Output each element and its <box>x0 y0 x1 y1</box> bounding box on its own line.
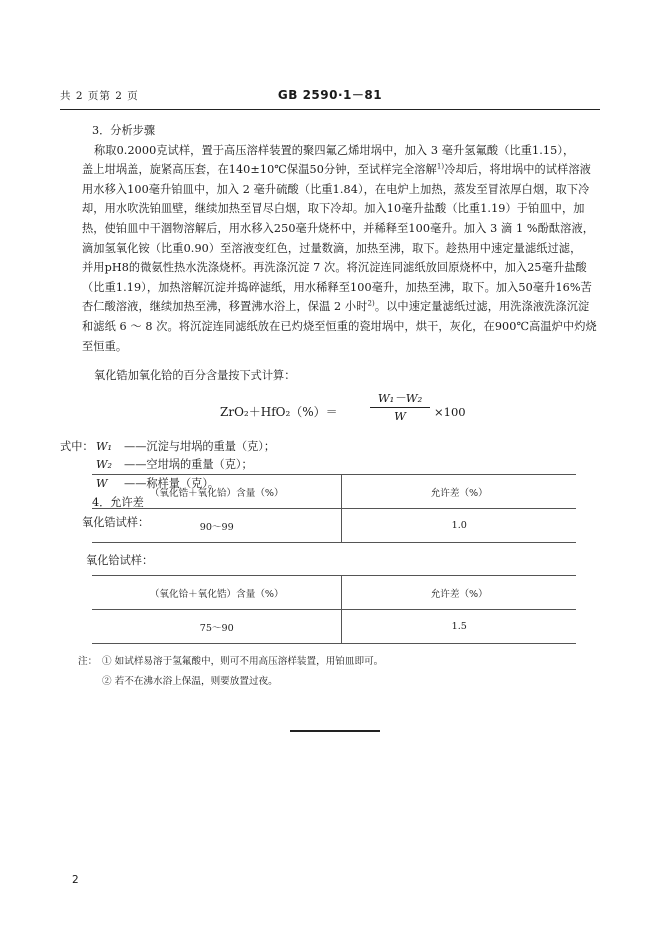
table-header-row <box>92 576 576 610</box>
table-cell: 75～90 <box>92 610 342 644</box>
table-row <box>92 610 576 644</box>
definition-row: W₂ ——空坩埚的重量（克）； <box>96 458 253 472</box>
table-cell: 1.5 <box>342 610 576 644</box>
standard-code: GB 2590·1－81 <box>277 88 383 102</box>
table-header-cell: （氧化铪＋氧化锆）含量（%） <box>92 576 342 610</box>
header-divider <box>60 109 600 110</box>
procedure-line: 用水移入100毫升铂皿中，加入 2 毫升硫酸（比重1.84），在电炉上加热，蒸发至冒浓厚白烟，取下冷 <box>82 182 590 196</box>
analysis-procedure-paragraph <box>82 141 597 357</box>
page-header <box>60 86 600 106</box>
note-item: ② 若不在沸水浴上保温，则要放置过夜。 <box>102 676 278 687</box>
formula-rhs: ×100 <box>434 404 466 419</box>
formula-fraction <box>368 390 432 424</box>
procedure-line: 却，用水吹洗铂皿壁，继续加热至冒尽白烟，取下冷却。加入10毫升盐酸（比重1.19）于铂皿中，加 <box>82 202 585 216</box>
notes <box>78 652 383 692</box>
procedure-line: 盖上坩埚盖，旋紧高压套，在140±10℃保温50分钟，至试样完全溶解$^{1)}$冷却后，将坩埚中的试样溶液 <box>82 162 591 177</box>
procedure-line: 和滤纸 6 ～ 8 次。将沉淀连同滤纸放在已灼烧至恒重的瓷坩埚中，烘干，灰化，在900℃高温炉中灼烧 <box>82 319 597 333</box>
formula-lhs: ZrO₂＋HfO₂（%）＝ <box>220 404 338 419</box>
table-cell: 1.0 <box>342 509 576 543</box>
procedure-line: 并用pH8的微氨性热水洗涤烧杯。再洗涤沉淀 7 次。将沉淀连同滤纸放回原烧杯中，加入25毫升盐酸 <box>82 261 587 275</box>
main-content <box>60 121 597 532</box>
formula-numerator: W₁－W₂ <box>377 390 423 405</box>
formula-intro: 氧化锆加氧化铪的百分含量按下式计算： <box>94 369 296 383</box>
table-header-cell: 允许差（%） <box>342 576 576 610</box>
where-label: 式中： <box>60 439 94 453</box>
formula-denominator: W <box>394 408 406 423</box>
procedure-line: （比重1.19），加热溶解沉淀并捣碎滤纸，用水稀释至100毫升，加热至沸，取下。加入50毫升16%苦 <box>82 280 592 294</box>
formula <box>82 390 586 432</box>
definition-row: 式中： W₁ ——沉淀与坩埚的重量（克）； <box>82 438 586 457</box>
table-header-cell: （氧化锆＋氧化铪）含量（%） <box>92 475 342 509</box>
page-info: 共 2 页第 2 页 <box>60 90 139 102</box>
notes-label: 注： <box>78 656 98 667</box>
note-item: 注： ① 如试样易溶于氢氟酸中，则可不用高压溶样装置，用铂皿即可。 <box>78 652 383 672</box>
footnote-ref: 1) <box>436 162 445 171</box>
procedure-line: 至恒重。 <box>82 339 128 353</box>
procedure-line: 滴加氢氧化铵（比重0.90）至溶液变红色，过量数滴，加热至沸，取下。趁热用中速定量滤纸过滤， <box>82 241 582 255</box>
zirconia-sample-label: 氧化锆试样： <box>82 515 150 529</box>
definition-row: W ——称样量（克）。 <box>96 476 220 490</box>
page-number: 2 <box>72 874 79 886</box>
section-title-tolerance: 4．允许差 <box>92 496 144 510</box>
table-header-row <box>92 475 576 509</box>
procedure-line: 杏仁酸溶液，继续加热至沸，移置沸水浴上，保温 2 小时$^{2)}$。以中速定量滤纸过滤，用洗涤液洗涤沉淀 <box>82 299 590 314</box>
procedure-line: 称取0.2000克试样，置于高压溶样装置的聚四氟乙烯坩埚中，加入 3 毫升氢氟酸（比重1.15）， <box>94 143 575 157</box>
table-header-cell: 允许差（%） <box>342 475 576 509</box>
procedure-line: 热，使铂皿中干涸物溶解后，用水移入250毫升烧杯中，并稀释至100毫升。加入 3 滴 1 %酚酞溶液， <box>82 221 595 235</box>
footnote-ref: 2) <box>367 299 375 308</box>
hafnia-sample-label: 氧化铪试样： <box>86 554 154 567</box>
hafnia-tolerance-table <box>92 575 576 644</box>
table-row <box>92 509 576 543</box>
end-of-document-rule <box>290 730 380 732</box>
section-title-analysis-steps: 3．分析步骤 <box>92 124 156 137</box>
zirconia-tolerance-table <box>92 474 576 543</box>
table-cell: 90～99 <box>92 509 342 543</box>
